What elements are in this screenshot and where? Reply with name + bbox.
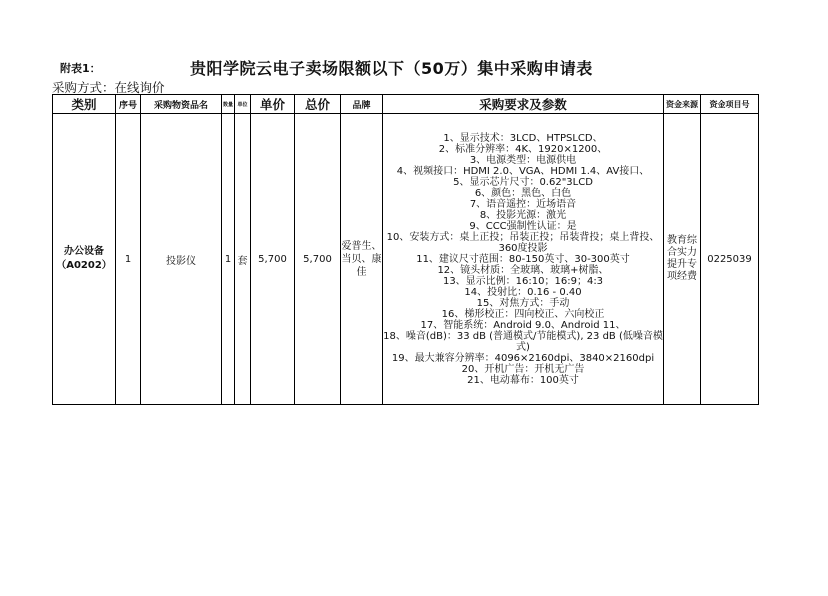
spec-line: 13、显示比例：16:10；16:9；4:3 [442,275,604,287]
spec-line: 2、标准分辨率：4K、1920×1200、 [438,143,608,155]
spec-line: 19、最大兼容分辨率：4096×2160dpi、3840×2160dpi [391,352,655,364]
col-header-total-price: 总价 [295,95,341,114]
spec-line: 9、CCC强制性认证：是 [469,220,577,232]
col-header-item-name: 采购物资品名 [141,95,222,114]
spec-line: 4、视频接口：HDMI 2.0、VGA、HDMI 1.4、AV接口、 [396,165,650,177]
spec-line: 16、梯形校正：四向校正、六向校正 [441,308,605,320]
cell-quantity: 1 [222,114,235,405]
spec-line: 1、显示技术：3LCD、HTPSLCD、 [443,132,603,144]
spec-line: 3、电源类型：电源供电 [469,154,577,166]
cell-total-price: 5,700 [295,114,341,405]
cell-fund-source: 教育综合实力提升专项经费 [664,114,701,405]
spec-line: 21、电动幕布：100英寸 [467,374,579,386]
cell-specs [383,114,664,405]
table-header-row [53,95,759,114]
cell-unit-price: 5,700 [251,114,295,405]
col-header-unit: 单位 [235,95,251,114]
spec-line: 20、开机广告：开机无广告 [461,363,585,375]
spec-line: 17、智能系统：Android 9.0、Android 11、 [420,319,626,331]
procurement-method: 采购方式：在线询价 [52,80,165,95]
spec-line: 14、投射比：0.16 - 0.40 [464,286,582,298]
col-header-brand: 品牌 [341,95,383,114]
cell-unit: 套 [235,114,251,405]
cell-category: 办公设备（A0202） [53,114,116,405]
spec-line: 8、投影光源：激光 [479,209,567,221]
spec-line: 15、对焦方式：手动 [476,297,570,309]
page-title: 贵阳学院云电子卖场限额以下（50万）集中采购申请表 [190,59,593,78]
spec-line: 7、语音遥控：近场语音 [469,198,577,210]
col-header-unit-price: 单价 [251,95,295,114]
cell-item-name: 投影仪 [141,114,222,405]
col-header-fund-source: 资金来源 [664,95,701,114]
spec-line: 10、安装方式：桌上正投；吊装正投；吊装背投；桌上背投、360度投影 [386,231,660,254]
spec-line: 12、镜头材质：全玻璃、玻璃+树脂、 [437,264,609,276]
spec-line: 18、噪音(dB)：33 dB (普通模式/节能模式), 23 dB (低噪音模式) [383,330,663,353]
col-header-quantity: 数量 [222,95,235,114]
spec-line: 11、建议尺寸范围：80-150英寸、30-300英寸 [416,253,630,265]
spec-line: 6、颜色：黑色、白色 [474,187,572,199]
cell-fund-project-no: 0225039 [701,114,759,405]
procurement-table [52,94,759,405]
col-header-specs: 采购要求及参数 [383,95,664,114]
cell-seq: 1 [116,114,141,405]
spec-line: 5、显示芯片尺寸：0.62"3LCD [453,176,593,188]
col-header-seq: 序号 [116,95,141,114]
col-header-category: 类别 [53,95,116,114]
table-row [53,114,759,405]
cell-brand: 爱普生、当贝、康佳 [341,114,383,405]
col-header-fund-project-no: 资金项目号 [701,95,759,114]
annex-label: 附表1： [60,62,101,75]
